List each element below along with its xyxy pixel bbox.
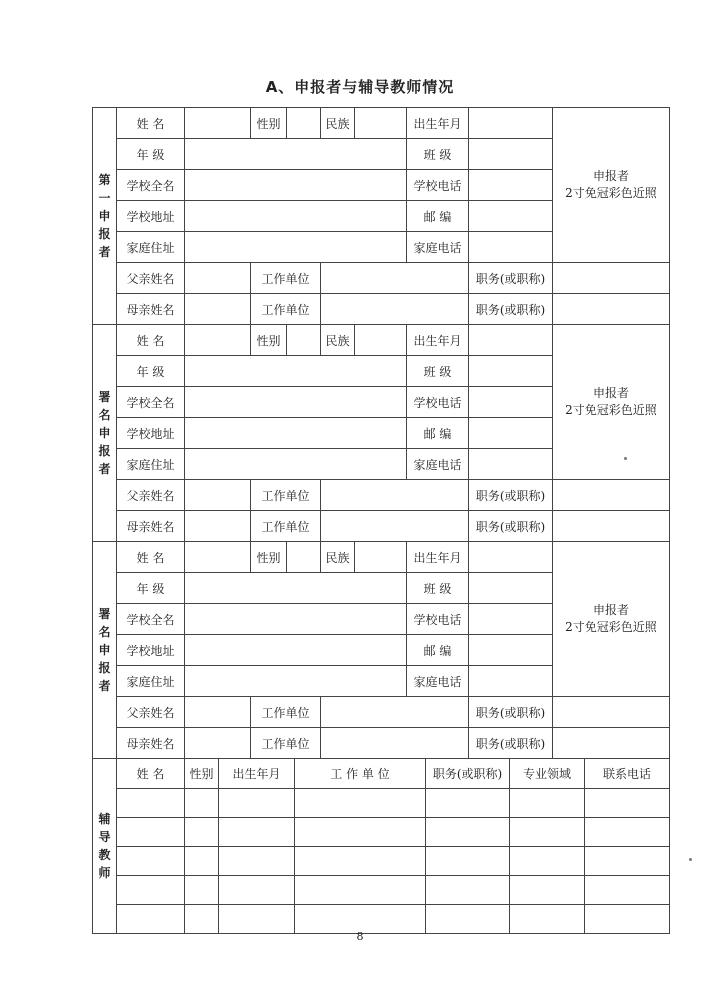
- advisor-table: [92, 758, 670, 934]
- section-3-mother-work-unit-field[interactable]: [321, 728, 469, 759]
- section-1-mother-name-field[interactable]: [185, 294, 251, 325]
- section-2-mother-position-label: 职务(或职称): [469, 511, 553, 542]
- section-3-photo-caption: 申报者: [592, 603, 629, 617]
- section-2-father-work-unit-field[interactable]: [321, 480, 469, 511]
- section-3-mother-name-label: 母亲姓名: [117, 728, 185, 759]
- section-2-father-work-unit-label: 工作单位: [251, 480, 321, 511]
- section-1-class-field[interactable]: [469, 139, 553, 170]
- page-title: A、申报者与辅导教师情况: [265, 78, 455, 96]
- section-2-label-char: 申: [98, 426, 111, 440]
- advisor-gender-field[interactable]: [185, 847, 219, 876]
- section-2-gender-label: 性别: [251, 325, 287, 356]
- section-2-mother-work-unit-label: 工作单位: [251, 511, 321, 542]
- section-1-school-address-field[interactable]: [185, 201, 407, 232]
- section-3-ethnicity-field[interactable]: [355, 542, 407, 573]
- advisor-row: [93, 847, 670, 876]
- section-3-class-label: 班 级: [407, 573, 469, 604]
- advisor-work-unit-field[interactable]: [295, 789, 426, 818]
- section-1-name-label: 姓 名: [117, 108, 185, 139]
- section-1-mother-name-label: 母亲姓名: [117, 294, 185, 325]
- section-1-home-address-label: 家庭住址: [117, 232, 185, 263]
- section-2-mother-name-field[interactable]: [185, 511, 251, 542]
- advisor-header-work-unit: 工 作 单 位: [295, 759, 426, 789]
- advisor-field-field[interactable]: [510, 818, 585, 847]
- section-1-school-name-field[interactable]: [185, 170, 407, 201]
- section-2-school-name-label: 学校全名: [117, 387, 185, 418]
- section-1-father-position-label: 职务(或职称): [469, 263, 553, 294]
- section-2-school-address-field[interactable]: [185, 418, 407, 449]
- section-1-label-char: 报: [98, 227, 111, 241]
- section-3-birth-field[interactable]: [469, 542, 553, 573]
- section-2-postcode-label: 邮 编: [407, 418, 469, 449]
- section-1-label: [93, 108, 117, 325]
- section-3-school-address-field[interactable]: [185, 635, 407, 666]
- section-2-postcode-field[interactable]: [469, 418, 553, 449]
- section-1-ethnicity-label: 民族: [321, 108, 355, 139]
- form-row: [93, 480, 670, 511]
- section-1-father-work-unit-field[interactable]: [321, 263, 469, 294]
- advisor-field-field[interactable]: [510, 876, 585, 905]
- section-2-photo-caption: 2寸免冠彩色近照: [565, 403, 657, 417]
- advisor-label-char: 辅: [98, 812, 111, 826]
- advisor-phone-field[interactable]: [585, 876, 670, 905]
- section-1-school-address-label: 学校地址: [117, 201, 185, 232]
- section-3-home-phone-label: 家庭电话: [407, 666, 469, 697]
- section-3-mother-name-field[interactable]: [185, 728, 251, 759]
- section-1-gender-field[interactable]: [287, 108, 321, 139]
- advisor-field-field[interactable]: [510, 847, 585, 876]
- advisor-name-field[interactable]: [117, 847, 185, 876]
- advisor-header-position: 职务(或职称): [426, 759, 510, 789]
- form-row: [93, 263, 670, 294]
- advisor-name-field[interactable]: [117, 789, 185, 818]
- section-2-label-char: 报: [98, 444, 111, 458]
- advisor-gender-field[interactable]: [185, 818, 219, 847]
- section-3-school-name-field[interactable]: [185, 604, 407, 635]
- section-2-gender-field[interactable]: [287, 325, 321, 356]
- section-3-father-work-unit-field[interactable]: [321, 697, 469, 728]
- section-3-label: [93, 542, 117, 759]
- section-3-grade-label: 年 级: [117, 573, 185, 604]
- section-1-father-name-field[interactable]: [185, 263, 251, 294]
- section-3-gender-label: 性别: [251, 542, 287, 573]
- advisor-label-char: 师: [98, 866, 111, 880]
- form-row: [93, 511, 670, 542]
- section-1-postcode-label: 邮 编: [407, 201, 469, 232]
- form-row: [93, 542, 670, 573]
- advisor-phone-field[interactable]: [585, 847, 670, 876]
- advisor-position-field[interactable]: [426, 847, 510, 876]
- advisor-work-unit-field[interactable]: [295, 847, 426, 876]
- section-1-gender-label: 性别: [251, 108, 287, 139]
- section-1-grade-field[interactable]: [185, 139, 407, 170]
- section-3-home-address-field[interactable]: [185, 666, 407, 697]
- section-3-postcode-label: 邮 编: [407, 635, 469, 666]
- section-3-postcode-field[interactable]: [469, 635, 553, 666]
- section-2-father-position-label: 职务(或职称): [469, 480, 553, 511]
- section-3-grade-field[interactable]: [185, 573, 407, 604]
- advisor-header-gender: 性别: [185, 759, 219, 789]
- section-3-father-work-unit-label: 工作单位: [251, 697, 321, 728]
- advisor-gender-field[interactable]: [185, 789, 219, 818]
- section-1-father-position-field[interactable]: [553, 263, 670, 294]
- advisor-header-name: 姓 名: [117, 759, 185, 789]
- advisor-label-char: 导: [98, 830, 111, 844]
- advisor-section-label: [93, 759, 117, 934]
- section-1-photo-caption: 2寸免冠彩色近照: [565, 186, 657, 200]
- section-1-home-address-field[interactable]: [185, 232, 407, 263]
- section-1-father-name-label: 父亲姓名: [117, 263, 185, 294]
- section-3-father-position-label: 职务(或职称): [469, 697, 553, 728]
- section-1-home-phone-label: 家庭电话: [407, 232, 469, 263]
- section-3-label-char: 申: [98, 643, 111, 657]
- section-1-label-char: 者: [98, 245, 111, 259]
- section-2-school-phone-field[interactable]: [469, 387, 553, 418]
- advisor-position-field[interactable]: [426, 818, 510, 847]
- section-2-school-phone-label: 学校电话: [407, 387, 469, 418]
- advisor-work-unit-field[interactable]: [295, 818, 426, 847]
- section-3-birth-label: 出生年月: [407, 542, 469, 573]
- section-2-school-name-field[interactable]: [185, 387, 407, 418]
- section-3-ethnicity-label: 民族: [321, 542, 355, 573]
- section-2-ethnicity-label: 民族: [321, 325, 355, 356]
- advisor-label-char: 教: [98, 848, 111, 862]
- section-1-label-char: 申: [98, 209, 111, 223]
- section-1-birth-field[interactable]: [469, 108, 553, 139]
- advisor-header-field: 专业领域: [510, 759, 585, 789]
- section-3-name-field[interactable]: [185, 542, 251, 573]
- advisor-row: [93, 789, 670, 818]
- section-2-father-name-field[interactable]: [185, 480, 251, 511]
- advisor-birth-field[interactable]: [219, 847, 295, 876]
- advisor-row: [93, 876, 670, 905]
- section-3-mother-work-unit-label: 工作单位: [251, 728, 321, 759]
- advisor-gender-field[interactable]: [185, 876, 219, 905]
- section-3-photo-caption: 2寸免冠彩色近照: [565, 620, 657, 634]
- section-2-label: [93, 325, 117, 542]
- section-3-father-name-field[interactable]: [185, 697, 251, 728]
- section-2-birth-field[interactable]: [469, 325, 553, 356]
- section-3-photo-box[interactable]: [553, 542, 670, 697]
- advisor-position-field[interactable]: [426, 789, 510, 818]
- section-1-photo-caption: 申报者: [592, 169, 629, 183]
- section-1-label-char: 第: [98, 173, 111, 187]
- section-3-school-name-label: 学校全名: [117, 604, 185, 635]
- advisor-header-phone: 联系电话: [585, 759, 670, 789]
- section-2-photo-box[interactable]: [553, 325, 670, 480]
- advisor-birth-field[interactable]: [219, 789, 295, 818]
- section-1-mother-work-unit-label: 工作单位: [251, 294, 321, 325]
- section-1-ethnicity-field[interactable]: [355, 108, 407, 139]
- form-row: [93, 108, 670, 139]
- section-3-school-phone-field[interactable]: [469, 604, 553, 635]
- section-1-school-phone-label: 学校电话: [407, 170, 469, 201]
- section-1-home-phone-field[interactable]: [469, 232, 553, 263]
- section-2-photo-caption: 申报者: [592, 386, 629, 400]
- advisor-position-field[interactable]: [426, 876, 510, 905]
- advisor-field-field[interactable]: [510, 789, 585, 818]
- section-2-name-field[interactable]: [185, 325, 251, 356]
- section-3-label-char: 署: [98, 607, 111, 621]
- section-2-home-phone-field[interactable]: [469, 449, 553, 480]
- section-1-school-name-label: 学校全名: [117, 170, 185, 201]
- form-row: [93, 294, 670, 325]
- section-3-school-address-label: 学校地址: [117, 635, 185, 666]
- section-1-birth-label: 出生年月: [407, 108, 469, 139]
- section-2-father-name-label: 父亲姓名: [117, 480, 185, 511]
- section-1-label-char: 一: [98, 191, 111, 205]
- section-2-school-address-label: 学校地址: [117, 418, 185, 449]
- advisor-birth-field[interactable]: [219, 876, 295, 905]
- section-2-class-label: 班 级: [407, 356, 469, 387]
- section-1-grade-label: 年 级: [117, 139, 185, 170]
- section-1-mother-position-field[interactable]: [553, 294, 670, 325]
- advisor-header-birth: 出生年月: [219, 759, 295, 789]
- scan-speck: [689, 858, 692, 861]
- page-number: 8: [356, 930, 364, 943]
- section-2-label-char: 者: [98, 462, 111, 476]
- advisor-birth-field[interactable]: [219, 818, 295, 847]
- applicant-form-table: [92, 107, 670, 759]
- section-2-label-char: 名: [98, 408, 111, 422]
- advisor-phone-field[interactable]: [585, 818, 670, 847]
- section-1-school-phone-field[interactable]: [469, 170, 553, 201]
- section-2-home-phone-label: 家庭电话: [407, 449, 469, 480]
- section-3-mother-position-field[interactable]: [553, 728, 670, 759]
- section-3-name-label: 姓 名: [117, 542, 185, 573]
- section-3-gender-field[interactable]: [287, 542, 321, 573]
- section-2-grade-field[interactable]: [185, 356, 407, 387]
- advisor-name-field[interactable]: [117, 876, 185, 905]
- section-1-name-field[interactable]: [185, 108, 251, 139]
- section-1-father-work-unit-label: 工作单位: [251, 263, 321, 294]
- advisor-name-field[interactable]: [117, 818, 185, 847]
- section-1-mother-work-unit-field[interactable]: [321, 294, 469, 325]
- section-3-label-char: 名: [98, 625, 111, 639]
- advisor-work-unit-field[interactable]: [295, 876, 426, 905]
- form-row: [93, 325, 670, 356]
- section-3-father-position-field[interactable]: [553, 697, 670, 728]
- section-2-father-position-field[interactable]: [553, 480, 670, 511]
- section-3-label-char: 者: [98, 679, 111, 693]
- scan-speck: [624, 457, 627, 460]
- form-row: [93, 697, 670, 728]
- section-2-home-address-field[interactable]: [185, 449, 407, 480]
- section-2-class-field[interactable]: [469, 356, 553, 387]
- section-2-name-label: 姓 名: [117, 325, 185, 356]
- section-1-photo-box[interactable]: [553, 108, 670, 263]
- section-2-mother-work-unit-field[interactable]: [321, 511, 469, 542]
- section-3-label-char: 报: [98, 661, 111, 675]
- advisor-phone-field[interactable]: [585, 789, 670, 818]
- section-1-postcode-field[interactable]: [469, 201, 553, 232]
- section-3-school-phone-label: 学校电话: [407, 604, 469, 635]
- section-3-home-phone-field[interactable]: [469, 666, 553, 697]
- section-2-ethnicity-field[interactable]: [355, 325, 407, 356]
- section-3-father-name-label: 父亲姓名: [117, 697, 185, 728]
- advisor-row: [93, 818, 670, 847]
- section-2-birth-label: 出生年月: [407, 325, 469, 356]
- form-row: [93, 728, 670, 759]
- section-1-class-label: 班 级: [407, 139, 469, 170]
- section-3-home-address-label: 家庭住址: [117, 666, 185, 697]
- section-2-home-address-label: 家庭住址: [117, 449, 185, 480]
- section-2-mother-position-field[interactable]: [553, 511, 670, 542]
- section-3-class-field[interactable]: [469, 573, 553, 604]
- section-2-grade-label: 年 级: [117, 356, 185, 387]
- section-2-mother-name-label: 母亲姓名: [117, 511, 185, 542]
- section-3-mother-position-label: 职务(或职称): [469, 728, 553, 759]
- section-2-label-char: 署: [98, 390, 111, 404]
- section-1-mother-position-label: 职务(或职称): [469, 294, 553, 325]
